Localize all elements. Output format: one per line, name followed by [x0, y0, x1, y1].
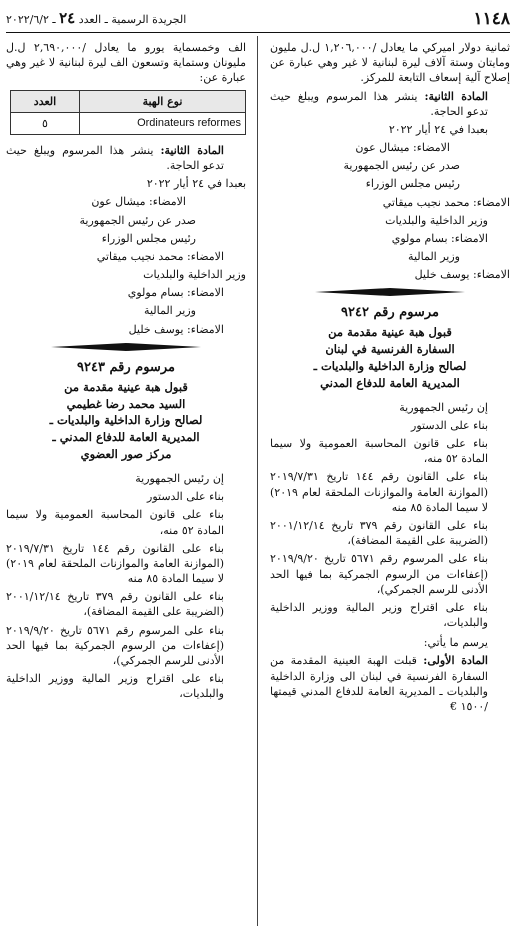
preamble-public-finance: بناء على قانون المحاسبة العمومية ولا سيما المادة ٥٢ منه، [270, 437, 488, 466]
article-1 [270, 653, 510, 714]
decree-title-line: السفارة الفرنسية في لبنان [325, 342, 455, 357]
signature-aoun: الامضاء: ميشال عون [91, 195, 186, 209]
decree-title-line: مركز صور العضوي [80, 447, 172, 462]
decree-title-line: قبول هبة عينية مقدمة من [64, 379, 188, 394]
preamble-public-finance: بناء على قانون المحاسبة العمومية ولا سيما المادة ٥٢ منه، [6, 508, 224, 537]
signature-khalil: الامضاء: يوسف خليل [128, 322, 224, 336]
issue-date: ـ ٢٠٢٢/٦/٢ [6, 13, 56, 27]
preamble-law-144: بناء على القانون رقم ١٤٤ تاريخ ٢٠١٩/٧/٣١ (الموازنة العامة والموازنات الملحقة لعام ٢٠١٩) لا سيما المادة ٨٥ منه [270, 470, 488, 514]
issue-number: ٢٤ [59, 9, 76, 28]
signature-mikati: الامضاء: محمد نجيب ميقاتي [382, 195, 510, 209]
signature-mawlawi: الامضاء: بسام مولوي [391, 231, 488, 245]
cell-item-count: ٥ [11, 112, 80, 134]
article-label: المادة الثانية: [424, 89, 488, 103]
cell-item-type: Ordinateurs reformes [80, 112, 246, 134]
left-column [6, 40, 246, 704]
journal-title [6, 8, 186, 32]
preamble-president: إن رئيس الجمهورية [399, 400, 488, 414]
date-line: بعبدا في ٢٤ أيار ٢٠٢٢ [388, 122, 488, 136]
decree-title-line: قبول هبة عينية مقدمة من [328, 325, 452, 340]
decree-title-line: لصالح وزارة الداخلية والبلديات ـ [313, 359, 467, 374]
preamble-law-379: بناء على القانون رقم ٣٧٩ تاريخ ٢٠٠١/١٢/١٤ (الضريبة على القيمة المضافة)، [6, 590, 224, 619]
preamble-constitution: بناء على الدستور [147, 490, 224, 504]
right-column [270, 40, 510, 717]
article-text: ينشر هذا المرسوم ويبلغ حيث تدعو الحاجة. [6, 143, 224, 173]
continuation-paragraph: ثمانية دولار اميركي ما يعادل /١,٢٠٦,٠٠٠ ل.ل مليون ومايتان وستة آلاف ليرة لبنانية لا غير وهي عبارة عن إصلاح آلية إسعاف التابعة للمركز. [270, 41, 511, 85]
article-text: قبلت الهبة العينية المقدمة من السفارة الفرنسية في لبنان الى وزارة الداخلية والبلديات ـ المديرية العامة للدفاع المدني قيمتها /١٥٠٠ € [270, 654, 488, 713]
article-text: ينشر هذا المرسوم ويبلغ حيث تدعو الحاجة. [270, 89, 488, 118]
col-header-count: العدد [11, 90, 80, 112]
preamble-president: إن رئيس الجمهورية [135, 471, 224, 485]
preamble-decree-5671: بناء على المرسوم رقم ٥٦٧١ تاريخ ٢٠١٩/٩/٢٠ (إعفاءات من الرسوم الجمركية بما فيها الحد الأدنى للرسم الجمركي)، [270, 552, 488, 596]
decree-title-line: المديرية العامة للدفاع المدني [320, 375, 460, 390]
article-2 [270, 89, 510, 119]
decree-title-line: لصالح وزارة الداخلية والبلديات ـ [49, 413, 203, 428]
minister-finance: وزير المالية [144, 304, 196, 318]
issued-by: صدر عن رئيس الجمهورية [343, 159, 460, 173]
preamble-constitution: بناء على الدستور [411, 418, 488, 432]
col-header-type: نوع الهبة [80, 90, 246, 112]
page-header [6, 8, 510, 33]
preamble-proposal: بناء على اقتراح وزير المالية ووزير الداخلية والبلديات، [270, 600, 488, 630]
table-header-row [11, 90, 246, 112]
article-label: المادة الأولى: [423, 654, 488, 668]
column-divider [257, 36, 258, 926]
signature-khalil: الامضاء: يوسف خليل [414, 268, 510, 282]
decree-number: مرسوم رقم ٩٢٤٣ [77, 359, 175, 375]
section-divider [6, 343, 246, 351]
article-2 [6, 143, 246, 173]
signature-mikati: الامضاء: محمد نجيب ميقاتي [96, 249, 224, 263]
prime-minister: رئيس مجلس الوزراء [365, 177, 460, 191]
decree-title-line: المديرية العامة للدفاع المدني ـ [52, 430, 200, 445]
section-divider [270, 288, 510, 296]
date-line: بعبدا في ٢٤ أيار ٢٠٢٢ [146, 177, 246, 191]
prime-minister: رئيس مجلس الوزراء [101, 231, 196, 245]
donation-table [10, 90, 246, 135]
signature-aoun: الامضاء: ميشال عون [355, 141, 450, 155]
decree-title-line: السيد محمد رضا غطيمي [66, 396, 186, 411]
signature-mawlawi: الامضاء: بسام مولوي [127, 286, 224, 300]
minister-interior: وزير الداخلية والبلديات [143, 268, 246, 282]
continuation-paragraph: الف وخمسماية يورو ما يعادل /٢,٦٩٠,٠٠٠ ل.ل مليونان وستماية وتسعون الف ليرة لبنانية لا غير وهي عبارة عن: [6, 41, 246, 85]
preamble-decree-5671: بناء على المرسوم رقم ٥٦٧١ تاريخ ٢٠١٩/٩/٢٠ (إعفاءات من الرسوم الجمركية بما فيها الحد الأدنى للرسم الجمركي)، [6, 623, 224, 667]
preamble-law-379: بناء على القانون رقم ٣٧٩ تاريخ ٢٠٠١/١٢/١٤ (الضريبة على القيمة المضافة)، [270, 518, 488, 548]
page-number: ١١٤٨ [473, 8, 510, 29]
journal-name: الجريدة الرسمية ـ العدد [78, 13, 187, 27]
minister-finance: وزير المالية [408, 250, 460, 264]
article-label: المادة الثانية: [160, 143, 224, 157]
minister-interior: وزير الداخلية والبلديات [385, 213, 488, 227]
decrees-line: يرسم ما يأتي: [423, 636, 488, 650]
decree-number: مرسوم رقم ٩٢٤٢ [341, 305, 439, 321]
table-row [11, 112, 246, 134]
issued-by: صدر عن رئيس الجمهورية [79, 213, 196, 227]
preamble-proposal: بناء على اقتراح وزير المالية ووزير الداخلية والبلديات، [6, 672, 224, 701]
preamble-law-144: بناء على القانون رقم ١٤٤ تاريخ ٢٠١٩/٧/٣١ (الموازنة العامة والموازنات الملحقة لعام ٢٠١٩) لا سيما المادة ٨٥ منه [6, 541, 224, 586]
